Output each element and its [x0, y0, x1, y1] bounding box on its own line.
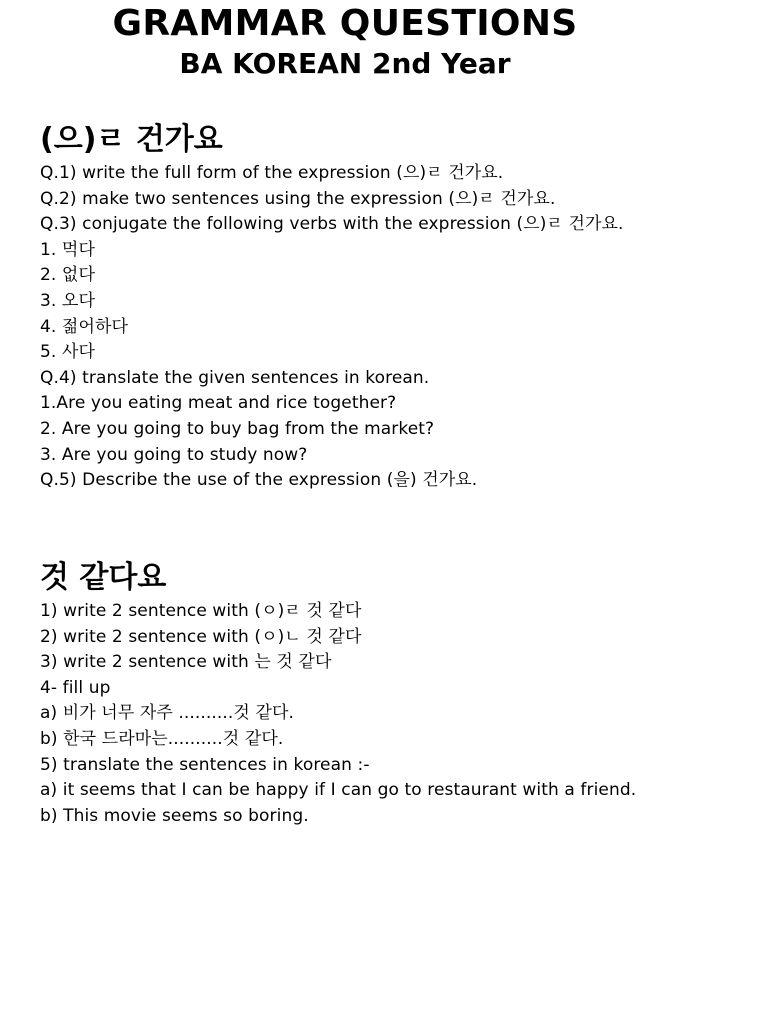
verb-item: 3. 오다 — [40, 290, 95, 311]
sentence-item: a) it seems that I can be happy if I can go to restaurant with a friend. — [40, 780, 637, 801]
fill-up-item: a) 비가 너무 자주 ..........것 같다. — [40, 703, 295, 724]
document-subtitle: BA KOREAN 2nd Year — [179, 47, 511, 80]
verb-item: 1. 먹다 — [40, 239, 95, 260]
question-line: 5) translate the sentences in korean :- — [40, 754, 370, 775]
question-list — [40, 599, 760, 829]
section-heading: 것 같다요 — [40, 560, 167, 595]
question-line: Q.4) translate the given sentences in korean. — [40, 367, 430, 388]
question-line: 2) write 2 sentence with (ㅇ)ㄴ 것 같다 — [40, 626, 362, 647]
question-line: 3) write 2 sentence with 는 것 같다 — [40, 652, 332, 673]
question-line: Q.3) conjugate the following verbs with the expression (으)ㄹ 건가요. — [40, 214, 624, 235]
question-line: Q.1) write the full form of the expression (으)ㄹ 건가요. — [40, 163, 504, 183]
verb-item: 5. 사다 — [40, 342, 95, 363]
fill-up-item: b) 한국 드라마는..........것 같다. — [40, 728, 284, 749]
document-title: GRAMMAR QUESTIONS — [112, 3, 578, 44]
question-line: Q.5) Describe the use of the expression (을) 건가요. — [40, 470, 478, 491]
question-list — [40, 161, 760, 494]
section-geot-gatda — [40, 557, 760, 829]
sentence-item: 2. Are you going to buy bag from the market? — [40, 418, 435, 439]
verb-item: 2. 없다 — [40, 265, 95, 286]
verb-item: 4. 젊어하다 — [40, 316, 129, 337]
section-eul-geongayo — [40, 119, 760, 494]
question-line: Q.2) make two sentences using the expression (으)ㄹ 건가요. — [40, 188, 556, 209]
section-heading: (으)ㄹ 건가요 — [40, 122, 223, 157]
sentence-item: 1.Are you eating meat and rice together? — [40, 393, 397, 414]
sentence-item: b) This movie seems so boring. — [40, 805, 309, 826]
question-line: 4- fill up — [40, 677, 111, 698]
question-line: 1) write 2 sentence with (ㅇ)ㄹ 것 같다 — [40, 601, 362, 621]
sentence-item: 3. Are you going to study now? — [40, 444, 308, 465]
